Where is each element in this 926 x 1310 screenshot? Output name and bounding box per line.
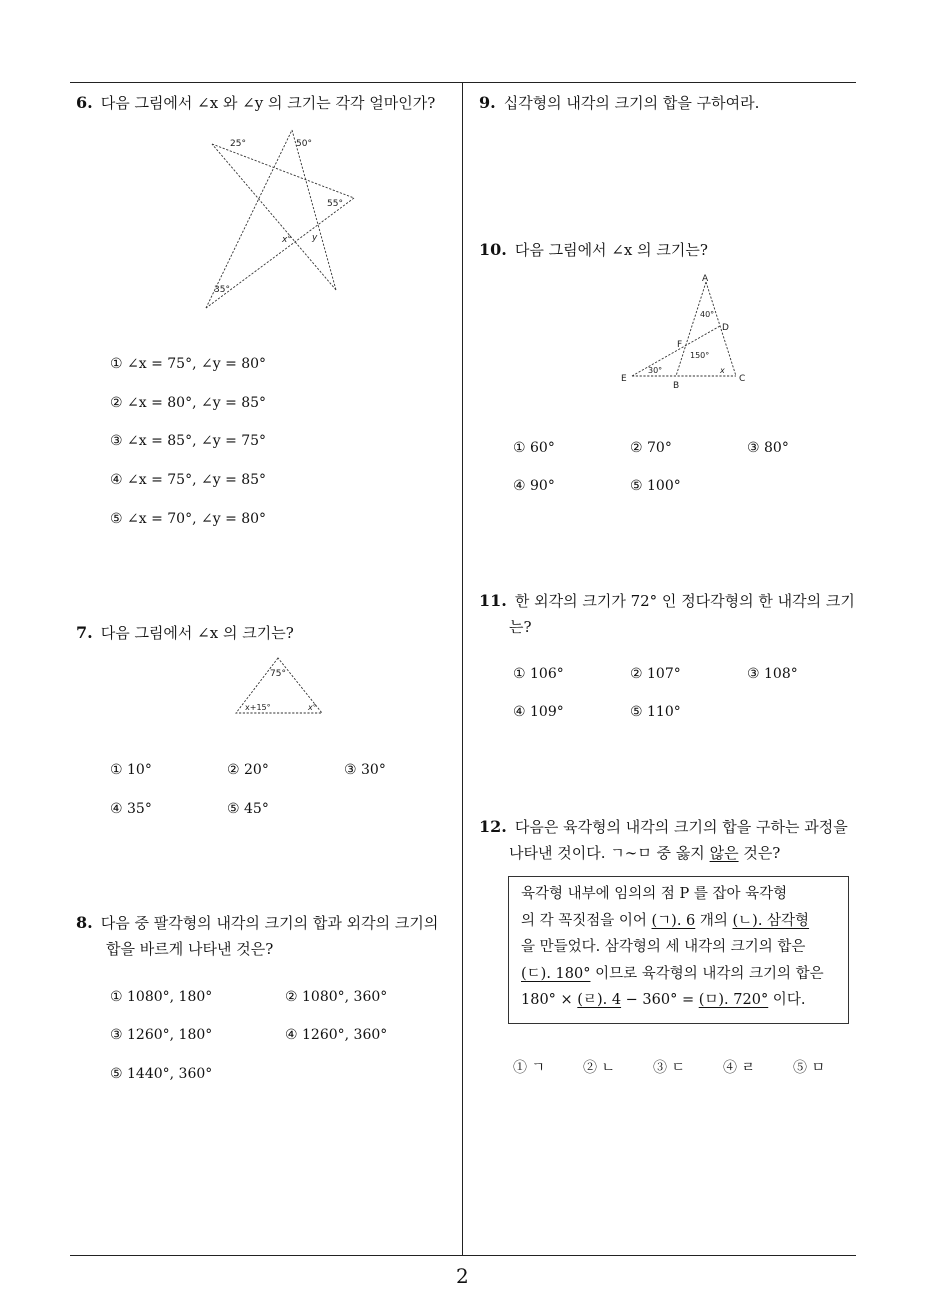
- triangle-abc-figure: [616, 270, 756, 394]
- text-part: 180° ×: [521, 992, 578, 1008]
- angle-label-150: 150°: [690, 351, 710, 360]
- angle-label-y: y: [312, 233, 318, 243]
- q11-option-2[interactable]: ② 107°: [630, 666, 681, 682]
- question-12: [479, 814, 863, 866]
- question-text: 다음 그림에서 ∠x 의 크기는?: [514, 241, 708, 259]
- question-11: [479, 588, 863, 640]
- question-7: [76, 620, 456, 646]
- angle-label-50: 50°: [296, 139, 312, 149]
- angle-label-55: 55°: [327, 199, 343, 209]
- box-line-4: [521, 961, 836, 988]
- q11-option-4[interactable]: ④ 109°: [513, 704, 564, 720]
- text-part: 나타낸 것이다. ㄱ∼ㅁ 중 옳지: [509, 844, 710, 862]
- vertex-label-A: A: [702, 274, 709, 284]
- question-text-line2: [479, 840, 863, 866]
- angle-label-x: x°: [308, 703, 317, 712]
- blank-d: (ㄹ). 4: [577, 992, 622, 1008]
- box-line-1: 육각형 내부에 임의의 점 P 를 잡아 육각형: [521, 886, 788, 902]
- angle-label-75: 75°: [270, 669, 286, 679]
- angle-label-25: 25°: [230, 139, 246, 149]
- question-text-line2: 는?: [509, 618, 532, 636]
- question-text: 다음 그림에서 ∠x 와 ∠y 의 크기는 각각 얼마인가?: [100, 94, 436, 112]
- blank-b: (ㄴ). 삼각형: [732, 912, 810, 929]
- star-figure: [196, 124, 366, 316]
- q12-option-2[interactable]: ② ㄴ: [583, 1060, 615, 1076]
- blank-a: (ㄱ). 6: [651, 912, 696, 929]
- text-part: 이다.: [768, 992, 806, 1008]
- q7-option-4[interactable]: ④ 35°: [110, 801, 152, 817]
- triangle-figure: [232, 654, 328, 718]
- q8-option-5[interactable]: ⑤ 1440°, 360°: [110, 1066, 213, 1082]
- question-number: 11.: [479, 591, 507, 610]
- column-divider: [462, 83, 463, 1256]
- angle-label-x-plus-15: x+15°: [245, 703, 271, 712]
- top-rule: [70, 82, 856, 83]
- angle-label-35: 35°: [214, 285, 230, 295]
- question-text-line1: 다음 중 팔각형의 내각의 크기의 합과 외각의 크기의: [100, 914, 439, 932]
- q8-option-4[interactable]: ④ 1260°, 360°: [285, 1027, 388, 1043]
- box-line-5: [521, 987, 836, 1014]
- q8-option-2[interactable]: ② 1080°, 360°: [285, 989, 388, 1005]
- vertex-label-C: C: [739, 374, 746, 384]
- underlined-word: 않은: [709, 844, 739, 862]
- question-text-line1: 한 외각의 크기가 72° 인 정다각형의 한 내각의 크기: [514, 592, 855, 610]
- question-number: 10.: [479, 240, 507, 259]
- vertex-label-D: D: [722, 323, 729, 333]
- q10-option-4[interactable]: ④ 90°: [513, 478, 555, 494]
- angle-label-x: x: [720, 366, 725, 375]
- question-number: 9.: [479, 93, 496, 112]
- text-part: − 360° =: [621, 992, 699, 1008]
- page-number: 2: [456, 1264, 469, 1288]
- q12-option-3[interactable]: ③ ㄷ: [653, 1060, 685, 1076]
- question-number: 6.: [76, 93, 93, 112]
- q10-option-3[interactable]: ③ 80°: [747, 440, 789, 456]
- q10-option-5[interactable]: ⑤ 100°: [630, 478, 681, 494]
- proof-box: [508, 876, 849, 1024]
- blank-c: (ㄷ). 180°: [521, 965, 591, 982]
- bottom-rule: [70, 1255, 856, 1256]
- question-text: 다음 그림에서 ∠x 의 크기는?: [100, 624, 294, 642]
- q8-option-1[interactable]: ① 1080°, 180°: [110, 989, 213, 1005]
- q6-option-1[interactable]: ① ∠x = 75°, ∠y = 80°: [110, 356, 267, 372]
- q6-option-2[interactable]: ② ∠x = 80°, ∠y = 85°: [110, 395, 267, 411]
- q11-option-1[interactable]: ① 106°: [513, 666, 564, 682]
- question-6: [76, 90, 456, 116]
- vertex-label-B: B: [673, 381, 680, 391]
- text-part: 이므로 육각형의 내각의 크기의 합은: [590, 965, 824, 982]
- vertex-label-F: F: [677, 340, 683, 350]
- q6-option-4[interactable]: ④ ∠x = 75°, ∠y = 85°: [110, 472, 267, 488]
- q7-option-3[interactable]: ③ 30°: [344, 762, 386, 778]
- question-9: [479, 90, 859, 116]
- text-part: 개의: [695, 912, 733, 929]
- box-line-3: 을 만들었다. 삼각형의 세 내각의 크기의 합은: [521, 939, 806, 955]
- text-part: 의 각 꼭짓점을 이어: [521, 912, 652, 929]
- q7-option-1[interactable]: ① 10°: [110, 762, 152, 778]
- q11-option-3[interactable]: ③ 108°: [747, 666, 798, 682]
- question-number: 7.: [76, 623, 93, 642]
- angle-label-30: 30°: [648, 366, 663, 375]
- question-number: 8.: [76, 913, 93, 932]
- question-text-line1: 다음은 육각형의 내각의 크기의 합을 구하는 과정을: [514, 818, 848, 836]
- q12-option-1[interactable]: ① ㄱ: [513, 1060, 545, 1076]
- question-8: [76, 910, 460, 962]
- text-part: 것은?: [738, 844, 781, 862]
- q6-option-5[interactable]: ⑤ ∠x = 70°, ∠y = 80°: [110, 511, 267, 527]
- q6-option-3[interactable]: ③ ∠x = 85°, ∠y = 75°: [110, 433, 267, 449]
- question-10: [479, 237, 859, 263]
- box-line-2: [521, 908, 836, 935]
- q8-option-3[interactable]: ③ 1260°, 180°: [110, 1027, 213, 1043]
- q7-option-5[interactable]: ⑤ 45°: [227, 801, 269, 817]
- blank-e: (ㅁ). 720°: [698, 992, 769, 1008]
- angle-label-x: x°: [282, 235, 292, 245]
- q12-option-4[interactable]: ④ ㄹ: [723, 1060, 755, 1076]
- q10-option-2[interactable]: ② 70°: [630, 440, 672, 456]
- vertex-label-E: E: [621, 374, 627, 384]
- question-text: 십각형의 내각의 크기의 합을 구하여라.: [503, 94, 760, 112]
- q7-option-2[interactable]: ② 20°: [227, 762, 269, 778]
- q11-option-5[interactable]: ⑤ 110°: [630, 704, 681, 720]
- question-text-line2: 합을 바르게 나타낸 것은?: [106, 940, 274, 958]
- angle-label-40: 40°: [700, 310, 715, 319]
- q10-option-1[interactable]: ① 60°: [513, 440, 555, 456]
- question-number: 12.: [479, 817, 507, 836]
- q12-option-5[interactable]: ⑤ ㅁ: [793, 1060, 825, 1076]
